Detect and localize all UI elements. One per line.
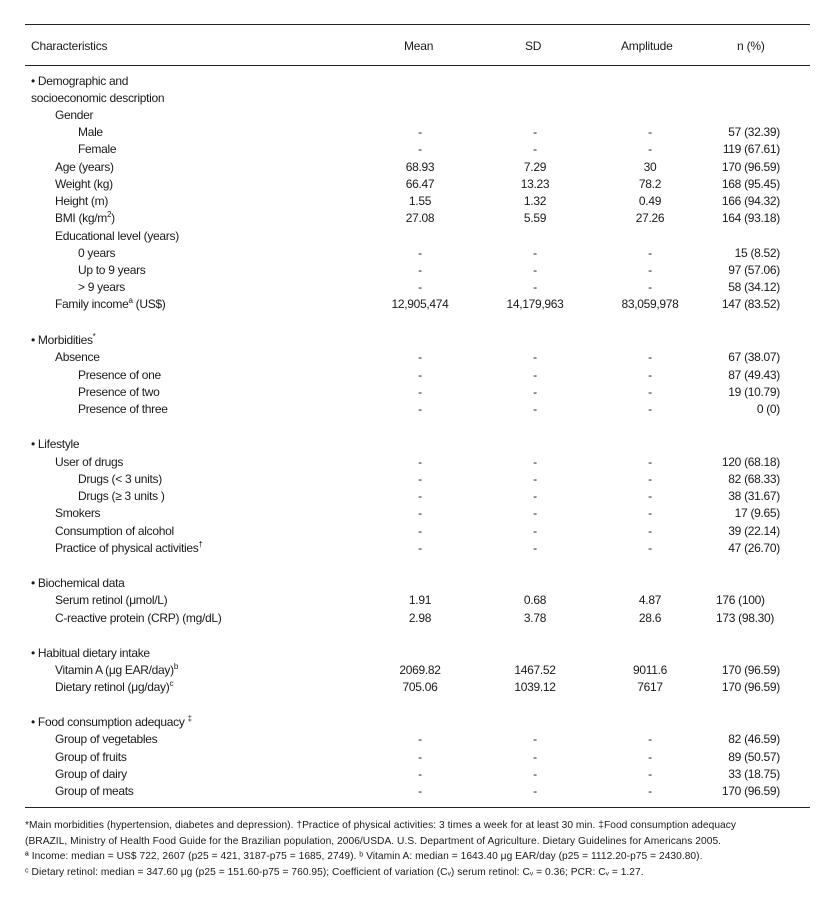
cell-sd: - — [533, 732, 537, 746]
cell-n-percent: 170 (96.59) — [721, 784, 780, 798]
cell-sd: - — [533, 402, 537, 416]
cell-sd: - — [533, 506, 537, 520]
table-top-rule — [25, 24, 810, 25]
header-sd: SD — [525, 39, 542, 53]
row-label: Absence — [55, 350, 100, 364]
cell-n-percent: 166 (94.32) — [721, 194, 780, 208]
cell-mean: 2.98 — [408, 611, 432, 625]
cell-mean: - — [418, 280, 422, 294]
cell-amplitude: - — [648, 402, 652, 416]
cell-sd: 0.68 — [523, 593, 547, 607]
cell-amplitude: - — [648, 506, 652, 520]
row-label: Weight (kg) — [55, 177, 113, 191]
cell-amplitude: 0.49 — [638, 194, 662, 208]
table-row — [0, 90, 820, 107]
cell-mean: - — [418, 524, 422, 538]
cell-amplitude: - — [648, 767, 652, 781]
row-label: Group of dairy — [55, 767, 127, 781]
cell-mean: 66.47 — [405, 177, 435, 191]
cell-sd: - — [533, 350, 537, 364]
cell-amplitude: 9011.6 — [632, 663, 667, 677]
cell-sd: 7.29 — [523, 160, 547, 174]
cell-mean: 1.55 — [408, 194, 432, 208]
cell-mean: - — [418, 541, 422, 555]
table-row — [0, 332, 820, 349]
cell-sd: - — [533, 368, 537, 382]
cell-mean: 1.91 — [408, 593, 432, 607]
cell-n-percent: 19 (10.79) — [728, 385, 780, 399]
table-row — [0, 679, 820, 696]
cell-n-percent: 89 (50.57) — [728, 750, 780, 764]
table-row — [0, 523, 820, 540]
cell-n-percent: 82 (46.59) — [728, 732, 780, 746]
table-row — [0, 766, 820, 783]
cell-amplitude: 4.87 — [638, 593, 662, 607]
cell-mean: - — [418, 732, 422, 746]
footnote-line: ᶜ Dietary retinol: median = 347.60 μg (p25 = 151.60-p75 = 760.95); Coefficient of variation (Cᵥ) serum retinol: Cᵥ = 0.36; PCR: Cᵥ = 1.27. — [25, 866, 644, 878]
row-label: Presence of one — [78, 368, 161, 382]
table-row — [0, 592, 820, 609]
table-row — [0, 245, 820, 262]
cell-n-percent: 173 (98.30) — [716, 611, 775, 625]
row-label: Gender — [55, 108, 94, 122]
cell-n-percent: 170 (96.59) — [721, 680, 780, 694]
row-label: • Lifestyle — [31, 437, 80, 451]
cell-n-percent: 120 (68.18) — [721, 455, 780, 469]
footnote-marker: * — [92, 332, 96, 341]
cell-sd: - — [533, 472, 537, 486]
row-label: Smokers — [55, 506, 101, 520]
cell-mean: - — [418, 750, 422, 764]
cell-amplitude: 78.2 — [638, 177, 662, 191]
cell-amplitude: - — [648, 732, 652, 746]
cell-n-percent: 170 (96.59) — [721, 663, 780, 677]
table-row — [0, 228, 820, 245]
cell-mean: 27.08 — [405, 211, 435, 225]
footnote-marker: † — [198, 540, 203, 549]
footnote-marker: b — [173, 662, 178, 671]
cell-n-percent: 47 (26.70) — [728, 541, 780, 555]
cell-sd: - — [533, 246, 537, 260]
cell-amplitude: - — [648, 350, 652, 364]
row-label: Presence of two — [78, 385, 160, 399]
row-label: • Morbidities* — [31, 332, 96, 347]
cell-amplitude: - — [648, 280, 652, 294]
cell-mean: - — [418, 385, 422, 399]
cell-mean: - — [418, 142, 422, 156]
cell-n-percent: 57 (32.39) — [728, 125, 780, 139]
table-row — [0, 296, 820, 313]
cell-sd: - — [533, 385, 537, 399]
cell-mean: - — [418, 767, 422, 781]
cell-n-percent: 168 (95.45) — [721, 177, 780, 191]
table-row — [0, 731, 820, 748]
cell-mean: - — [418, 402, 422, 416]
cell-sd: - — [533, 125, 537, 139]
table-row — [0, 454, 820, 471]
cell-amplitude: - — [648, 263, 652, 277]
cell-amplitude: - — [648, 246, 652, 260]
row-label: Female — [78, 142, 117, 156]
row-label: Group of meats — [55, 784, 134, 798]
table-row — [0, 367, 820, 384]
cell-mean: - — [418, 246, 422, 260]
cell-amplitude: - — [648, 750, 652, 764]
cell-sd: - — [533, 767, 537, 781]
footnote-marker: a — [128, 296, 133, 305]
cell-n-percent: 176 (100) — [716, 593, 765, 607]
cell-amplitude: - — [648, 368, 652, 382]
row-label: Consumption of alcohol — [55, 524, 174, 538]
cell-sd: - — [533, 280, 537, 294]
row-label: Serum retinol (μmol/L) — [55, 593, 168, 607]
cell-amplitude: 27.26 — [635, 211, 665, 225]
cell-n-percent: 87 (49.43) — [728, 368, 780, 382]
table-row — [0, 141, 820, 158]
row-label: Drugs (< 3 units) — [78, 472, 162, 486]
row-label: C-reactive protein (CRP) (mg/dL) — [55, 611, 222, 625]
cell-amplitude: 83,059,978 — [621, 297, 679, 311]
row-label: Male — [78, 125, 103, 139]
table-bottom-rule — [25, 807, 810, 808]
table-row — [0, 471, 820, 488]
cell-n-percent: 97 (57.06) — [728, 263, 780, 277]
cell-amplitude: - — [648, 472, 652, 486]
cell-amplitude: 30 — [643, 160, 657, 174]
row-label: Group of vegetables — [55, 732, 158, 746]
cell-n-percent: 0 (0) — [756, 402, 780, 416]
cell-mean: - — [418, 784, 422, 798]
row-label: Drugs (≥ 3 units ) — [78, 489, 165, 503]
footnote-line: (BRAZIL, Ministry of Health Food Guide for the Brazilian population, 2006/USDA. U.S. Department of Agriculture. Dietary Guidelines for Americans 2005. — [25, 835, 722, 847]
table-row — [0, 124, 820, 141]
table-row — [0, 575, 820, 592]
cell-amplitude: - — [648, 125, 652, 139]
cell-n-percent: 67 (38.07) — [728, 350, 780, 364]
table-row — [0, 279, 820, 296]
header-mean: Mean — [404, 39, 434, 53]
table-row — [0, 505, 820, 522]
table-header-rule — [25, 65, 810, 66]
cell-amplitude: - — [648, 784, 652, 798]
header-n-percent: n (%) — [737, 39, 765, 53]
table-row — [0, 107, 820, 124]
cell-mean: 705.06 — [402, 680, 438, 694]
cell-n-percent: 17 (9.65) — [734, 506, 780, 520]
row-label: Group of fruits — [55, 750, 127, 764]
row-label: Practice of physical activities† — [55, 540, 203, 555]
cell-n-percent: 38 (31.67) — [728, 489, 780, 503]
cell-sd: 13.23 — [520, 177, 550, 191]
table-row — [0, 349, 820, 366]
row-label: Dietary retinol $(\mu g/day)^c$ — [55, 679, 174, 694]
table-row — [0, 783, 820, 800]
cell-mean: - — [418, 489, 422, 503]
cell-n-percent: 119 (67.61) — [722, 142, 780, 156]
cell-sd: - — [533, 750, 537, 764]
table-row — [0, 714, 820, 731]
row-label: Up to 9 years — [78, 263, 146, 277]
cell-mean: - — [418, 506, 422, 520]
cell-amplitude: - — [648, 541, 652, 555]
table-row — [0, 159, 820, 176]
table-row — [0, 540, 820, 557]
row-label: socioeconomic description — [31, 91, 165, 105]
table-row — [0, 73, 820, 90]
table-row — [0, 662, 820, 679]
cell-sd: - — [533, 455, 537, 469]
row-label: Family income$^a$ (US$) — [55, 296, 166, 311]
cell-sd: 1039.12 — [514, 680, 556, 694]
cell-n-percent: 164 (93.18) — [721, 211, 780, 225]
table-row — [0, 488, 820, 505]
cell-sd: 3.78 — [523, 611, 547, 625]
table-row — [0, 193, 820, 210]
cell-mean: 12,905,474 — [391, 297, 449, 311]
table-row — [0, 610, 820, 627]
row-label: BMI $(kg/m^2)$ — [55, 210, 115, 225]
cell-amplitude: - — [648, 455, 652, 469]
table-row — [0, 176, 820, 193]
cell-sd: 14,179,963 — [506, 297, 564, 311]
cell-mean: 2069.82 — [399, 663, 441, 677]
cell-sd: 1467.52 — [514, 663, 556, 677]
cell-amplitude: - — [648, 385, 652, 399]
cell-n-percent: 147 (83.52) — [721, 297, 780, 311]
cell-n-percent: 33 (18.75) — [728, 767, 780, 781]
header-characteristics: Characteristics — [31, 39, 108, 53]
cell-amplitude: 7617 — [637, 680, 663, 694]
cell-amplitude: - — [648, 142, 652, 156]
row-label: • Biochemical data — [31, 576, 125, 590]
cell-mean: - — [418, 350, 422, 364]
footnote-marker: c — [169, 679, 174, 688]
cell-sd: - — [533, 784, 537, 798]
cell-sd: - — [533, 541, 537, 555]
footnote-marker: ‡ — [187, 714, 192, 723]
cell-mean: - — [418, 263, 422, 277]
cell-sd: 1.32 — [523, 194, 547, 208]
footnote-marker: 2 — [106, 210, 112, 219]
table-row — [0, 210, 820, 227]
row-label: Presence of three — [78, 402, 168, 416]
cell-sd: - — [533, 263, 537, 277]
cell-n-percent: 82 (68.33) — [728, 472, 780, 486]
cell-n-percent: 58 (34.12) — [728, 280, 780, 294]
cell-n-percent: 39 (22.14) — [728, 524, 780, 538]
row-label: Age (years) — [55, 160, 114, 174]
cell-mean: - — [418, 368, 422, 382]
cell-sd: - — [533, 524, 537, 538]
cell-mean: - — [418, 455, 422, 469]
table-row — [0, 749, 820, 766]
cell-mean: - — [418, 472, 422, 486]
row-label: • Demographic and — [31, 74, 129, 88]
table-row — [0, 384, 820, 401]
cell-amplitude: - — [648, 524, 652, 538]
table-row — [0, 645, 820, 662]
row-label: Educational level (years) — [55, 229, 179, 243]
cell-n-percent: 15 (8.52) — [734, 246, 780, 260]
cell-sd: - — [533, 489, 537, 503]
cell-mean: 68.93 — [405, 160, 435, 174]
cell-amplitude: 28.6 — [638, 611, 662, 625]
table-row — [0, 401, 820, 418]
cell-mean: - — [418, 125, 422, 139]
footnotes — [25, 818, 815, 880]
table-row — [0, 262, 820, 279]
cell-amplitude: - — [648, 489, 652, 503]
cell-sd: 5.59 — [523, 211, 547, 225]
table-row — [0, 436, 820, 453]
row-label: • Food consumption adequacy ‡ — [31, 714, 192, 729]
row-label: 0 years — [78, 246, 116, 260]
header-amplitude: Amplitude — [621, 39, 673, 53]
footnote-line: *Main morbidities (hypertension, diabetes and depression). †Practice of physical activities: 3 times a week for at least 30 min. ‡Food consumption adequacy — [25, 820, 737, 831]
cell-sd: - — [533, 142, 537, 156]
row-label: > 9 years — [78, 280, 125, 294]
row-label: User of drugs — [55, 455, 124, 469]
row-label: • Habitual dietary intake — [31, 646, 150, 660]
row-label: Height (m) — [55, 194, 109, 208]
cell-n-percent: 170 (96.59) — [721, 160, 780, 174]
footnote-line: ª Income: median = US$ 722, 2607 (p25 = 421, 3187-p75 = 1685, 2749). ᵇ Vitamin A: median = 1643.40 μg EAR/day (p25 = 1112.20-p75 = 2430.80). — [25, 851, 703, 862]
row-label: Vitamin A (μg EAR/day)$^b$ — [55, 662, 178, 677]
